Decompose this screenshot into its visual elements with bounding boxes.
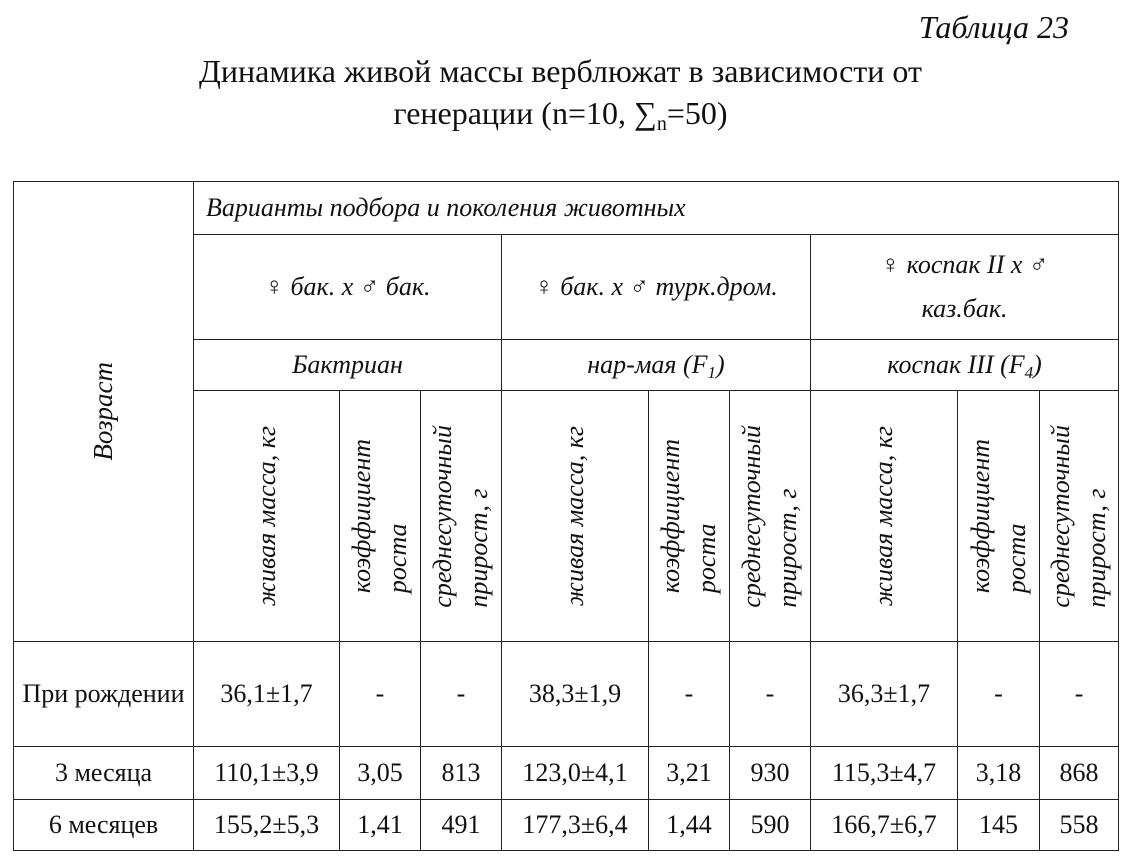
metric-growth-line-1: коэффициент: [965, 438, 995, 594]
cell-value: -: [421, 642, 502, 747]
metric-gain-line-1: среднесуточный: [428, 424, 457, 608]
breed-3-subscript: 4: [1024, 363, 1034, 382]
cell-value: 590: [730, 800, 811, 851]
table-number: Таблица 23: [918, 9, 1069, 45]
title-line-2: [0, 92, 1131, 134]
cell-value: -: [730, 642, 811, 747]
cross-1-line-1: ♀ бак. х ♂ бак.: [264, 272, 431, 301]
cell-value: 145: [958, 800, 1040, 851]
cell-value: -: [958, 642, 1040, 747]
metric-header-weight: [502, 391, 649, 642]
metric-gain-line-1: среднесуточный: [1046, 424, 1076, 608]
cell-value: 155,2±5,3: [194, 800, 340, 851]
metric-weight-line-1: живая масса, кг: [869, 425, 898, 607]
metric-growth-line-2: роста: [383, 523, 412, 594]
metric-gain-line-2: прирост, г: [773, 488, 802, 608]
cell-value: 123,0±4,1: [502, 747, 649, 800]
row-age: При рождении: [14, 642, 194, 747]
breed-3-text: коспак III (F: [887, 350, 1025, 379]
cell-value: 813: [421, 747, 502, 800]
table-row: [14, 747, 1119, 800]
metric-header-gain: [421, 391, 502, 642]
title-line-1: Динамика живой массы верблюжат в зависимости от: [199, 53, 922, 89]
metric-header-gain: [730, 391, 811, 642]
metric-growth-line-1: коэффициент: [347, 438, 376, 594]
metric-header-weight: [194, 391, 340, 642]
metric-growth-line-1: коэффициент: [656, 438, 685, 594]
title-line-2-prefix: генерации (n=10, ∑: [393, 95, 657, 131]
data-table: [13, 181, 1119, 851]
cell-value: -: [1040, 642, 1119, 747]
age-header-cell: [14, 182, 194, 642]
cell-value: 558: [1040, 800, 1119, 851]
cell-value: 3,18: [958, 747, 1040, 800]
breed-2-text: нар-мая (F: [587, 350, 708, 379]
table-row: [14, 800, 1119, 851]
cross-3-line-1: ♀ коспак II х ♂: [880, 250, 1049, 279]
metric-growth-line-2: роста: [692, 523, 721, 594]
breed-2-suffix: ): [716, 350, 725, 379]
row-age: 6 месяцев: [14, 800, 194, 851]
breed-header-3: [811, 340, 1119, 391]
breed-3-suffix: ): [1033, 350, 1042, 379]
cell-value: -: [340, 642, 421, 747]
cell-value: 38,3±1,9: [502, 642, 649, 747]
breed-2-subscript: 1: [707, 363, 717, 382]
group-header: Варианты подбора и поколения животных: [194, 182, 1119, 235]
cell-value: 36,1±1,7: [194, 642, 340, 747]
cell-value: 3,05: [340, 747, 421, 800]
title-line-2-suffix: =50): [666, 95, 728, 131]
metric-weight-line-1: живая масса, кг: [251, 425, 281, 607]
metric-gain-line-1: среднесуточный: [737, 424, 766, 608]
cell-value: 491: [421, 800, 502, 851]
cross-2-line-1: ♀ бак. х ♂ турк.дром.: [534, 272, 778, 301]
cell-value: 166,7±6,7: [811, 800, 958, 851]
cell-value: 3,21: [649, 747, 730, 800]
metric-header-growth: [340, 391, 421, 642]
cross-header-3: [811, 235, 1119, 340]
metric-header-weight: [811, 391, 958, 642]
cell-value: 36,3±1,7: [811, 642, 958, 747]
cross-header-2: [502, 235, 811, 340]
table-title: [0, 50, 1131, 134]
breed-header-1: [194, 340, 502, 391]
metric-weight-line-1: живая масса, кг: [560, 425, 589, 607]
cell-value: 110,1±3,9: [194, 747, 340, 800]
cell-value: 115,3±4,7: [811, 747, 958, 800]
table-row: [14, 642, 1119, 747]
age-header: Возраст: [88, 362, 118, 461]
cell-value: 177,3±6,4: [502, 800, 649, 851]
breed-header-2: [502, 340, 811, 391]
metric-header-gain: [1040, 391, 1119, 642]
cross-header-1: [194, 235, 502, 340]
metric-header-growth: [649, 391, 730, 642]
cell-value: -: [649, 642, 730, 747]
metric-gain-line-2: прирост, г: [1082, 488, 1112, 608]
cell-value: 1,44: [649, 800, 730, 851]
cell-value: 868: [1040, 747, 1119, 800]
cell-value: 930: [730, 747, 811, 800]
row-age: 3 месяца: [14, 747, 194, 800]
title-sum-subscript: n: [656, 113, 667, 135]
metric-header-growth: [958, 391, 1040, 642]
breed-1-text: Бактриан: [292, 350, 403, 379]
metric-growth-line-2: роста: [1001, 523, 1031, 594]
cross-3-line-2: каз.бак.: [921, 294, 1008, 323]
cell-value: 1,41: [340, 800, 421, 851]
metric-gain-line-2: прирост, г: [464, 488, 493, 608]
